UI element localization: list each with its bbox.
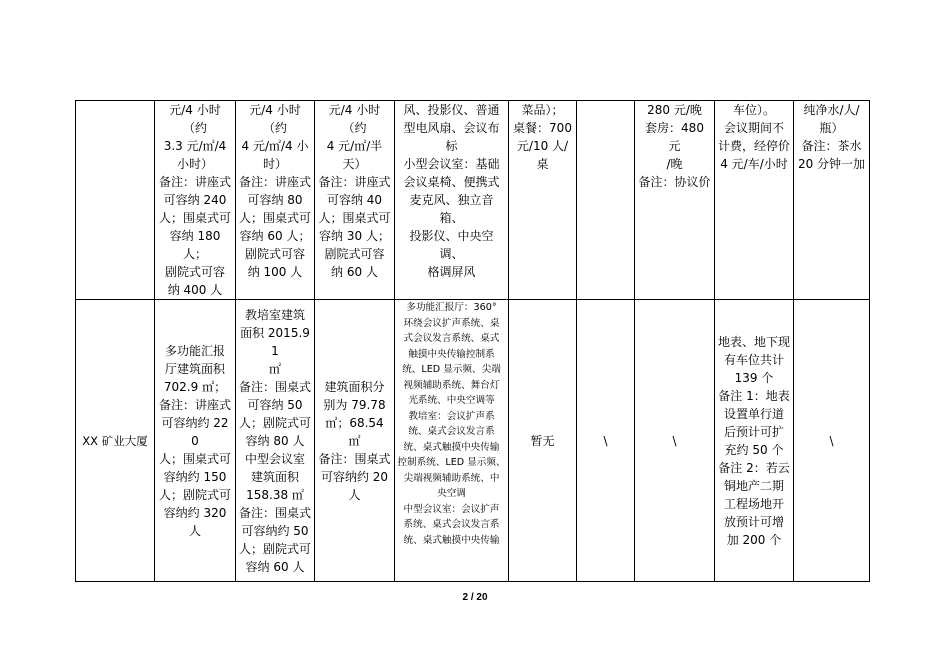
cell-line: 备注：协议价 (638, 175, 711, 189)
cell-line: 面积 2015.91 (240, 325, 310, 358)
cell-line: 统、桌式触摸中央传输 (403, 534, 500, 546)
cell-line: 式会议发言系统、桌式 (403, 333, 500, 344)
table-row (76, 300, 870, 582)
cell-meeting-room (315, 101, 395, 300)
cell-line: 元/4 小时（约 (328, 103, 381, 135)
cell-line: 备注：围桌式 (239, 379, 312, 394)
cell-line: 备注 2：若云 (718, 460, 790, 475)
cell-parking (715, 101, 794, 300)
cell-line: 4 元/㎡/半 (326, 139, 383, 153)
cell-line: 放预计可增 (723, 514, 784, 529)
cell-lodging (635, 101, 715, 300)
cell-line: 加 200 个 (726, 532, 782, 547)
cell-line: ㎡ (268, 361, 281, 376)
cell-line: 桌餐：700 (513, 121, 572, 135)
cell-line: 人；剧院式可 (158, 487, 231, 502)
cell-line: 统、桌式触摸中央传输 (403, 441, 500, 453)
cell-line: 人；围桌式可 (158, 451, 231, 466)
cell-line: 人；围桌式可 (239, 211, 312, 225)
cell-line: 容纳约 150 (163, 469, 227, 484)
cell-line: 人 (188, 523, 201, 538)
cell-line: 可容纳约 20 (320, 469, 389, 484)
cell-line: 有车位共计 (723, 352, 784, 367)
cell-line: 中型会议室：会议扩声 (403, 503, 500, 515)
cell-line: 容纳 60 人； (239, 229, 311, 243)
cell-line: 702.9 ㎡； (163, 379, 227, 394)
cell-line: 3.3 元/㎡/4 (163, 139, 227, 153)
cell-line: 地表、地下现 (718, 334, 791, 349)
cell-line: 系统、桌式会议发言系 (403, 519, 500, 530)
cell-line: 纳 400 人 (167, 283, 223, 297)
venue-table (75, 100, 870, 582)
cell-line: 元/4 小时（约 (169, 103, 221, 135)
cell-equipment (395, 300, 509, 582)
cell-line: 139 个 (734, 370, 774, 385)
cell-line: 备注：讲座式 (318, 175, 391, 189)
cell-line: 280 元/晚 (647, 103, 702, 117)
cell-line: 天） (342, 157, 367, 171)
cell-meeting-room (315, 300, 395, 582)
cell-line: 容纳约 320 (163, 505, 227, 520)
cell-line: 备注：讲座式 (158, 397, 231, 412)
cell-line: 可容纳约 220 (161, 415, 229, 448)
cell-line: 投影仪、中央空调、 (409, 229, 494, 261)
cell-line: 设置单行道 (723, 406, 784, 421)
cell-multi-function-hall (155, 101, 236, 300)
cell-line: 环绕会议扩声系统、桌 (403, 317, 500, 329)
cell-line: 央空调 (437, 488, 466, 499)
cell-line: 统、LED 显示频、尖端 (402, 364, 501, 375)
cell-other (794, 300, 870, 582)
cell-line: ㎡；68.54 ㎡ (325, 415, 388, 448)
cell-line: 可容纳 40 (326, 193, 383, 207)
cell-line: 教培室建筑 (244, 307, 305, 322)
cell-catering (509, 101, 577, 300)
cell-line: 格调屏风 (427, 265, 476, 279)
cell-line: 车位）。 (732, 103, 775, 117)
cell-line: 尖端视频辅助系统、中 (403, 472, 500, 484)
cell-line: 控制系统、LED 显示频、 (397, 457, 506, 468)
cell-line: 套房：480 元 (645, 121, 708, 153)
cell-line: \ (672, 433, 677, 448)
cell-other (794, 101, 870, 300)
cell-line: 铜地产二期 (723, 478, 784, 493)
cell-line: 菜品）； (521, 103, 564, 117)
cell-line: 统、桌式会议发言系 (408, 426, 495, 437)
cell-line: 容纳 180 人； (169, 229, 225, 261)
cell-venue-name (76, 300, 155, 582)
cell-line: \ (829, 433, 834, 448)
cell-line: 建筑面积分 (324, 379, 385, 394)
cell-line: 计费，经停价 (718, 139, 791, 153)
cell-line: 人；剧院式可 (239, 415, 312, 430)
cell-line: 标 (445, 139, 458, 153)
cell-line: 人 (348, 487, 361, 502)
cell-line: XX 矿业大厦 (82, 433, 148, 448)
cell-col7 (577, 101, 635, 300)
cell-line: 中型会议室 (244, 451, 305, 466)
cell-line: 触摸中央传输控制系 (408, 348, 495, 360)
cell-line: 可容纳 50 (247, 397, 303, 412)
cell-line: 4 元/㎡/4 小 (241, 139, 309, 153)
cell-line: 剧院式可容 (324, 247, 385, 261)
cell-line: 备注：讲座式 (158, 175, 231, 189)
cell-line: 20 分钟一加 (797, 157, 866, 171)
cell-line: 人；围桌式可 (158, 211, 231, 225)
cell-col7 (577, 300, 635, 582)
cell-line: 4 元/车/小时 (720, 157, 788, 171)
page-number: 2 / 20 (462, 592, 488, 603)
cell-equipment (395, 101, 509, 300)
cell-line: 充约 50 个 (724, 442, 784, 457)
cell-line: 元/10 人/桌 (516, 139, 569, 171)
cell-parking (715, 300, 794, 582)
cell-line: 建筑面积 (250, 469, 299, 484)
cell-line: 麦克风、独立音箱、 (409, 193, 494, 225)
cell-line: 视频辅助系统、舞台灯 (403, 379, 500, 391)
cell-line: 备注：围桌式 (318, 451, 391, 466)
cell-line: 158.38 ㎡ (246, 487, 304, 502)
cell-line: 厅建筑面积 (164, 361, 225, 376)
cell-line: 光系统、中央空调等 (408, 395, 495, 406)
cell-line: 型电风扇、会议布 (403, 121, 500, 135)
cell-venue-name (76, 101, 155, 300)
cell-line: 会议桌椅、便携式 (403, 175, 500, 189)
cell-line: 元/4 小时（约 (249, 103, 301, 135)
cell-line: 容纳 30 人； (319, 229, 390, 243)
cell-line: 人；围桌式可 (318, 211, 391, 225)
cell-line: 小时） (176, 157, 213, 171)
cell-line: 备注：茶水 (801, 139, 862, 153)
cell-line: 后预计可扩 (723, 424, 784, 439)
cell-line: 多功能汇报厅：360° (406, 302, 497, 313)
cell-line: 别为 79.78 (323, 397, 386, 412)
cell-line: \ (603, 433, 608, 448)
cell-line: 瓶） (819, 121, 844, 135)
cell-line: 时） (262, 157, 287, 171)
cell-line: 纳 100 人 (247, 265, 303, 279)
cell-line: 会议期间不 (723, 121, 784, 135)
cell-line: /晚 (666, 157, 683, 171)
cell-line: 备注：围桌式 (239, 505, 312, 520)
table-row (76, 101, 870, 300)
cell-lodging (635, 300, 715, 582)
cell-line: 小型会议室：基础 (403, 157, 500, 171)
cell-line: 可容纳约 50 (241, 523, 309, 538)
cell-line: 备注 1：地表 (718, 388, 790, 403)
cell-line: 容纳 60 人 (245, 559, 305, 574)
cell-training-room (236, 101, 315, 300)
cell-line: 暂无 (530, 433, 555, 448)
cell-line: 容纳 80 人 (245, 433, 305, 448)
cell-line: 纳 60 人 (331, 265, 378, 279)
cell-catering (509, 300, 577, 582)
cell-line: 剧院式可容 (244, 247, 305, 261)
cell-line: 工程场地开 (723, 496, 784, 511)
cell-line: 风、投影仪、普通 (403, 103, 500, 117)
cell-line: 备注：讲座式 (239, 175, 312, 189)
cell-multi-function-hall (155, 300, 236, 582)
cell-line: 多功能汇报 (164, 343, 225, 358)
cell-line: 人；剧院式可 (239, 541, 312, 556)
cell-training-room (236, 300, 315, 582)
cell-line: 纯净水/人/ (803, 103, 860, 117)
cell-line: 可容纳 240 (163, 193, 227, 207)
cell-line: 剧院式可容 (164, 265, 225, 279)
cell-line: 教培室：会议扩声系 (408, 410, 495, 422)
cell-line: 可容纳 80 (247, 193, 303, 207)
